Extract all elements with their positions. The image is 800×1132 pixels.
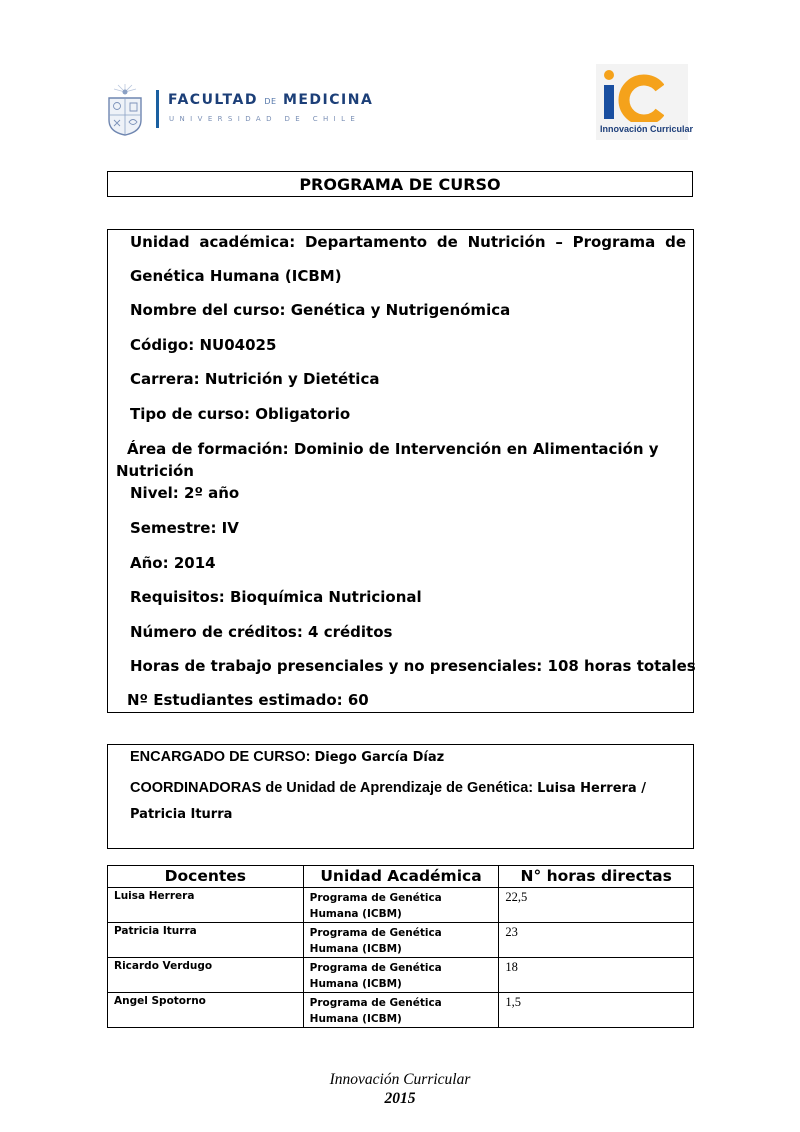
table-header-row bbox=[108, 866, 694, 888]
docentes-table bbox=[107, 865, 694, 1028]
table-row bbox=[108, 993, 694, 1028]
carrera: Carrera: Nutrición y Dietética bbox=[130, 370, 380, 388]
coordinadoras-names-line2: Patricia Iturra bbox=[130, 807, 233, 822]
coordinadoras-line: COORDINADORAS de Unidad de Aprendizaje de Genética: Luisa Herrera / bbox=[130, 780, 646, 796]
docente-horas: 18 bbox=[499, 958, 694, 993]
estudiantes-estimado: Nº Estudiantes estimado: 60 bbox=[127, 691, 369, 709]
tipo-de-curso: Tipo de curso: Obligatorio bbox=[130, 405, 351, 423]
unidad-academica-line1: Unidad académica: Departamento de Nutrición – Programa de bbox=[130, 233, 686, 251]
docente-horas: 1,5 bbox=[499, 993, 694, 1028]
anio: Año: 2014 bbox=[130, 554, 216, 572]
area-de-formacion-line1: Área de formación: Dominio de Intervención en Alimentación y bbox=[127, 440, 659, 458]
university-name: UNIVERSIDAD DE CHILE bbox=[169, 115, 361, 123]
encargado-name: Diego García Díaz bbox=[314, 750, 445, 765]
docente-name: Patricia Iturra bbox=[108, 923, 304, 958]
encargado-box bbox=[107, 744, 694, 849]
university-crest-icon bbox=[106, 84, 144, 136]
docente-unidad: Programa de Genética Humana (ICBM) bbox=[303, 888, 499, 923]
docente-horas: 23 bbox=[499, 923, 694, 958]
faculty-medicine-word: MEDICINA bbox=[282, 92, 374, 108]
coordinadoras-names: Luisa Herrera / bbox=[537, 781, 646, 796]
codigo: Código: NU04025 bbox=[130, 336, 277, 354]
innovacion-curricular-logo bbox=[596, 64, 694, 140]
coordinadoras-label: COORDINADORAS de Unidad de Aprendizaje de Genética bbox=[130, 780, 529, 796]
header-docentes: Docentes bbox=[108, 866, 304, 888]
requisitos: Requisitos: Bioquímica Nutricional bbox=[130, 588, 422, 606]
encargado-label: ENCARGADO DE CURSO bbox=[130, 749, 306, 765]
faculty-de: DE bbox=[264, 97, 277, 106]
page-title: PROGRAMA DE CURSO bbox=[299, 174, 501, 194]
nombre-del-curso: Nombre del curso: Genética y Nutrigenómica bbox=[130, 301, 511, 319]
unidad-academica-line2: Genética Humana (ICBM) bbox=[130, 267, 342, 285]
nivel: Nivel: 2º año bbox=[130, 484, 240, 502]
faculty-name bbox=[168, 92, 373, 108]
docente-name: Angel Spotorno bbox=[108, 993, 304, 1028]
faculty-logo bbox=[106, 66, 374, 138]
docente-name: Ricardo Verdugo bbox=[108, 958, 304, 993]
docente-name: Luisa Herrera bbox=[108, 888, 304, 923]
footer-year: 2015 bbox=[384, 1090, 416, 1107]
title-box bbox=[107, 171, 693, 197]
footer-line1: Innovación Curricular bbox=[329, 1071, 471, 1088]
course-info-box bbox=[107, 229, 694, 713]
ic-caption: Innovación Curricular bbox=[600, 124, 694, 134]
page-footer bbox=[0, 1070, 800, 1108]
horas-de-trabajo: Horas de trabajo presenciales y no presenciales: 108 horas totales bbox=[130, 657, 696, 675]
docente-unidad: Programa de Genética Humana (ICBM) bbox=[303, 958, 499, 993]
table-row bbox=[108, 888, 694, 923]
logo-divider bbox=[156, 90, 159, 128]
faculty-word: FACULTAD bbox=[168, 92, 258, 108]
area-de-formacion-line2: Nutrición bbox=[116, 462, 194, 480]
docente-unidad: Programa de Genética Humana (ICBM) bbox=[303, 923, 499, 958]
docente-unidad: Programa de Genética Humana (ICBM) bbox=[303, 993, 499, 1028]
header-horas-directas: N° horas directas bbox=[499, 866, 694, 888]
table-row bbox=[108, 958, 694, 993]
semestre: Semestre: IV bbox=[130, 519, 239, 537]
header-unidad-academica: Unidad Académica bbox=[303, 866, 499, 888]
numero-de-creditos: Número de créditos: 4 créditos bbox=[130, 623, 393, 641]
encargado-line: ENCARGADO DE CURSO: Diego García Díaz bbox=[130, 749, 445, 765]
ic-logo-icon bbox=[600, 66, 664, 122]
docente-horas: 22,5 bbox=[499, 888, 694, 923]
table-row bbox=[108, 923, 694, 958]
